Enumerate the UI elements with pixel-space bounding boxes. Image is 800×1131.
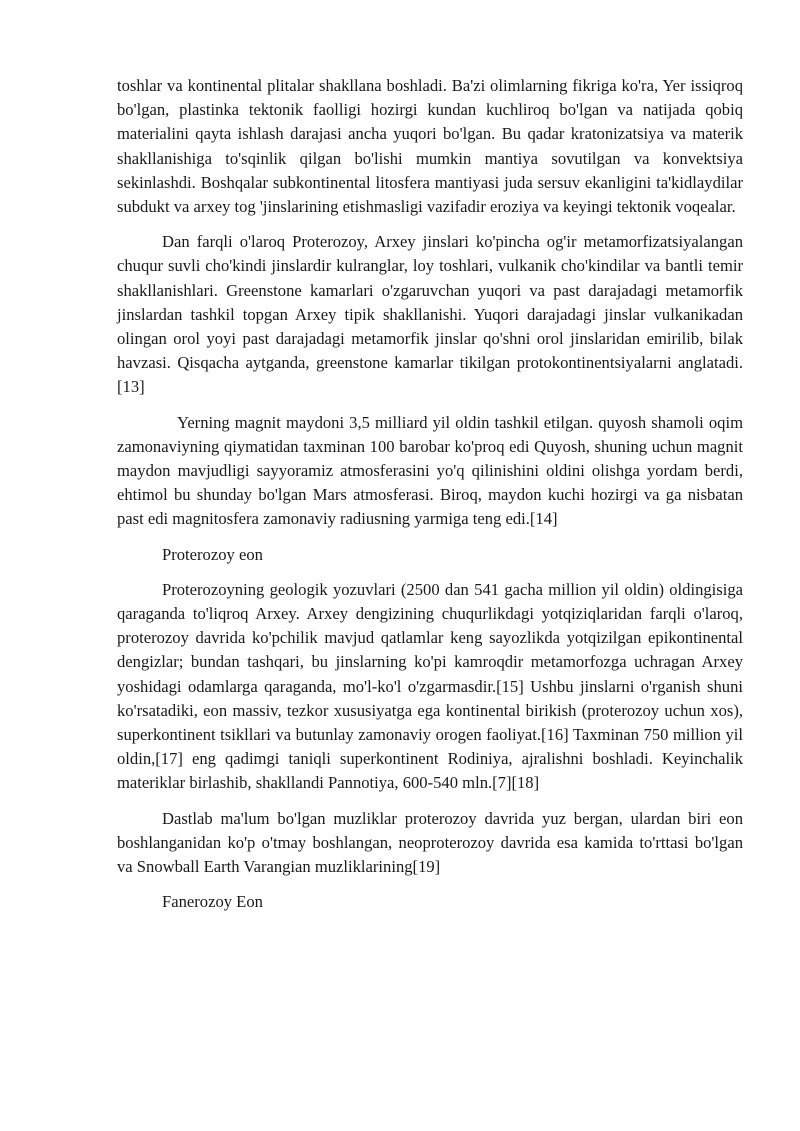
section-heading-phanerozoic: Fanerozoy Eon [162, 892, 263, 912]
paragraph-continuation: toshlar va kontinental plitalar shakllana boshladi. Ba'zi olimlarning fikriga ko'ra, Yer issiqroq bo'lgan, plastinka tektonik faolligi hozirgi kundan kuchliroq bo'lgan va natijada qobiq materialini qayta ishlash darajasi ancha yuqori bo'lgan. Bu qadar kratonizatsiya va materik shakllanishiga to'sqinlik qilgan bo'lishi mumkin mantiya sovutilgan va konvektsiya sekinlashdi. Boshqalar subkontinental litosfera mantiyasi juda sersuv ekanligini ta'kidlaydilar subdukt va arxey tog 'jinslarining etishmasligi vazifadir eroziya va keyingi tektonik voqealar. [117, 76, 743, 217]
paragraph-proterozoic-record: Proterozoyning geologik yozuvlari (2500 dan 541 gacha million yil oldin) oldingisiga qaraganda to'liqroq Arxey. Arxey dengizining chuqurlikdagi yotqiziqlaridan farqli o'laroq, proterozoy davrida ko'pchilik mavjud qatlamlar keng sayozlikda yotqizilgan epikontinental dengizlar; bundan tashqari, bu jinslarning ko'pi kamroqdir metamorfozga uchragan Arxey yoshidagi odamlarga qaraganda, mo'l-ko'l o'zgarmasdir.[15] Ushbu jinslarni o'rganish shuni ko'rsatadiki, eon massiv, tezkor xususiyatga ega kontinental birikish (proterozoy uchun xos), superkontinent tsikllari va butunlay zamonaviy orogen faoliyat.[16] Taxminan 750 million yil oldin,[17] eng qadimgi taniqli superkontinent Rodiniya, ajralishni boshladi. Keyinchalik materiklar birlashib, shakllandi Pannotiya, 600-540 mln.[7][18] [117, 579, 743, 793]
paragraph-magnetic-field: Yerning magnit maydoni 3,5 milliard yil oldin tashkil etilgan. quyosh shamoli oqim zamonaviyning qiymatidan taxminan 100 barobar ko'proq edi Quyosh, shuning uchun magnit maydon mavjudligi sayyoramiz atmosferasini yo'q qilinishini oldini olishga yordam berdi, ehtimol bu shunday bo'lgan Mars atmosferasi. Biroq, maydon kuchi hozirgi va ga nisbatan past edi magnitosfera zamonaviy radiusning yarmiga teng edi.[14] [117, 412, 743, 529]
document-body [117, 74, 743, 926]
paragraph-glaciations: Dastlab ma'lum bo'lgan muzliklar proterozoy davrida yuz bergan, ulardan biri eon boshlanganidan ko'p o'tmay boshlangan, neoproterozoy davrida esa kamida to'rttasi bo'lgan va Snowball Earth Varangian muzliklarining[19] [117, 808, 743, 877]
paragraph-archean-rocks: Dan farqli o'laroq Proterozoy, Arxey jinslari ko'pincha og'ir metamorfizatsiyalangan chuqur suvli cho'kindi jinslardir kulranglar, loy toshlari, vulkanik cho'kindilar va bantli temir shakllanishlari. Greenstone kamarlari o'zgaruvchan yuqori va past darajadagi metamorfik jinslardan tashkil topgan Arxey tipik shakllanishi. Yuqori darajadagi jinslar vulkanikadan olingan orol yoyi past darajadagi metamorfik jinslar qo'shni orol jinslaridan emirilib, bilak havzasi. Qisqacha aytganda, greenstone kamarlar tikilgan protokontinentsiyalarni anglatadi.[13] [117, 232, 743, 397]
section-heading-proterozoic: Proterozoy eon [162, 544, 263, 564]
